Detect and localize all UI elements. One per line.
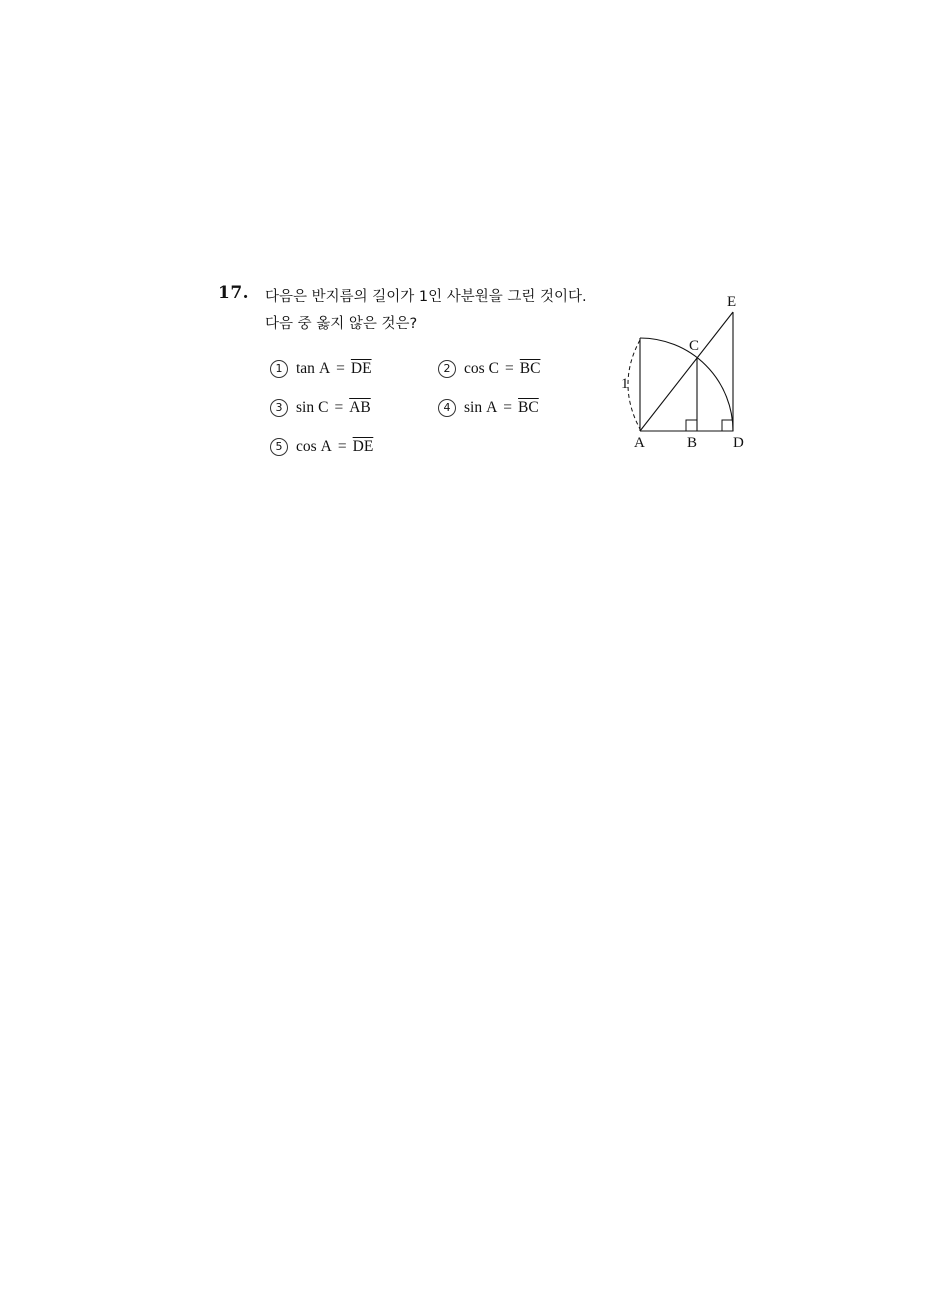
choice-number-5: 5 [270, 438, 288, 456]
choice-angle: A [486, 399, 498, 416]
choice-number-4: 4 [438, 399, 456, 417]
choice-number-2: 2 [438, 360, 456, 378]
choice-angle: C [488, 360, 500, 377]
point-label-a: A [634, 435, 645, 451]
point-label-c: C [689, 338, 700, 354]
choice-function: sin [464, 399, 483, 416]
choice-angle: C [318, 399, 329, 416]
question-line-1: 다음은 반지름의 길이가 1인 사분원을 그린 것이다. [265, 289, 587, 305]
choice-segment: $\overline{AB}$ [349, 399, 371, 416]
choice-3[interactable] [270, 399, 371, 418]
choice-segment: $\overline{DE}$ [350, 360, 372, 377]
choice-equals: = [336, 360, 345, 377]
choice-segment: $\overline{BC}$ [518, 399, 539, 416]
choice-function: cos [296, 438, 317, 455]
point-label-d: D [733, 435, 744, 451]
choice-segment: $\overline{BC}$ [519, 360, 541, 377]
choice-angle: A [318, 360, 331, 377]
radius-label: 1 [621, 376, 629, 392]
quarter-circle-figure [600, 285, 760, 460]
choice-number-1: 1 [270, 360, 288, 378]
point-label-e: E [727, 294, 737, 310]
choice-5[interactable] [270, 438, 373, 457]
choice-equals: = [503, 399, 513, 416]
choice-equals: = [337, 438, 347, 455]
quarter-arc [640, 338, 733, 431]
choice-function: cos [464, 360, 485, 377]
point-label-b: B [687, 435, 698, 451]
choice-equals: = [334, 399, 344, 416]
radius-dashed-brace [628, 340, 640, 429]
problem-number: 17. [218, 283, 250, 303]
choice-function: sin [296, 399, 315, 416]
choice-angle: A [320, 438, 332, 455]
right-angle-mark-b [686, 420, 697, 431]
question-text [265, 284, 625, 338]
choice-number-3: 3 [270, 399, 288, 417]
right-angle-mark-d [722, 420, 733, 431]
choice-1[interactable] [270, 360, 372, 379]
choice-2[interactable] [438, 360, 540, 379]
choice-segment: $\overline{DE}$ [352, 438, 374, 455]
question-line-2: 다음 중 옳지 않은 것은? [265, 316, 418, 332]
choice-equals: = [505, 360, 514, 377]
choice-4[interactable] [438, 399, 539, 418]
line-ae [640, 312, 733, 431]
choice-function: tan [296, 360, 315, 377]
